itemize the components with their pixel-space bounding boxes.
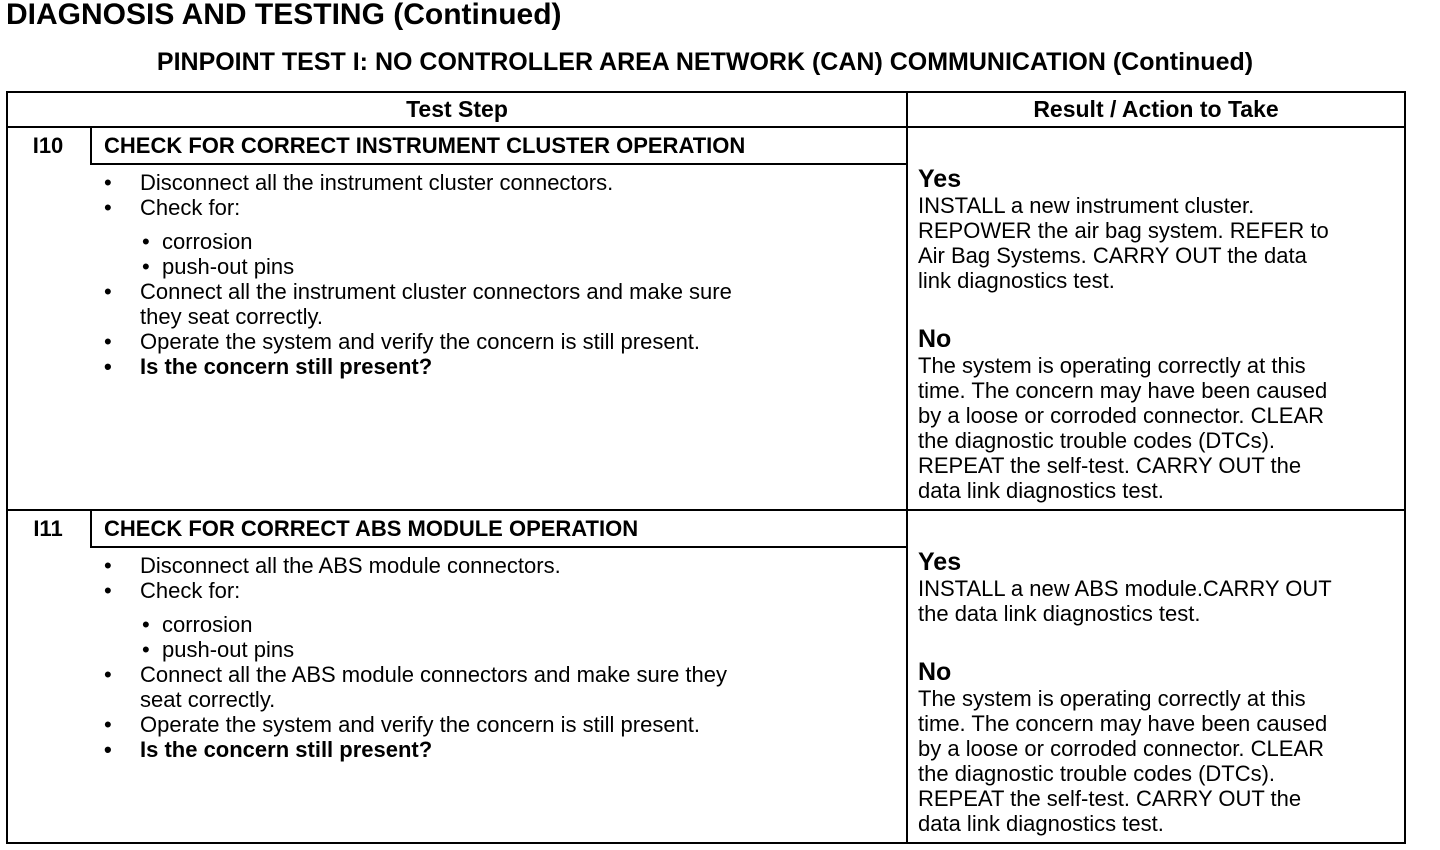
check-items xyxy=(140,229,732,279)
step-id: I10 xyxy=(32,133,64,158)
yes-label: Yes xyxy=(918,165,962,193)
yes-action: INSTALL a new ABS module.CARRY OUT the data link diagnostics test. xyxy=(918,576,1332,626)
result-action xyxy=(918,166,1404,503)
list-item: • Operate the system and verify the concern is still present. xyxy=(104,712,701,737)
no-action: The system is operating correctly at this time. The concern may have been caused by a loose or corroded connector. CLEAR the diagnostic trouble codes (DTCs). REPEAT the self-test. CARRY OUT the data link diagnostics test. xyxy=(918,686,1328,836)
header-result-action: Result / Action to Take xyxy=(1033,96,1279,122)
list-item: they seat correctly. xyxy=(140,304,323,329)
step-title: CHECK FOR CORRECT INSTRUMENT CLUSTER OPERATION xyxy=(104,133,746,158)
header-test-step: Test Step xyxy=(406,96,508,122)
list-item: • Disconnect all the instrument cluster connectors. xyxy=(104,170,614,195)
list-item: • Disconnect all the ABS module connectors. xyxy=(104,553,561,578)
list-item: • Is the concern still present? xyxy=(104,354,433,379)
yes-label: Yes xyxy=(918,548,962,576)
no-label: No xyxy=(918,325,952,353)
list-item: • push-out pins xyxy=(142,254,295,279)
divider xyxy=(90,128,92,164)
page-title: DIAGNOSIS AND TESTING (Continued) xyxy=(6,0,562,31)
list-item: • Check for: • corrosion • push-out pins xyxy=(100,195,732,279)
no-action: The system is operating correctly at this time. The concern may have been caused by a loose or corroded connector. CLEAR the diagnostic trouble codes (DTCs). REPEAT the self-test. CARRY OUT the data link diagnostics test. xyxy=(918,353,1328,503)
list-item: • corrosion xyxy=(142,229,253,254)
pinpoint-test-title: PINPOINT TEST I: NO CONTROLLER AREA NETWORK (CAN) COMMUNICATION (Continued) xyxy=(156,48,1254,76)
result-action xyxy=(918,549,1404,836)
list-item: • push-out pins xyxy=(142,637,295,662)
step-actions xyxy=(100,553,727,762)
divider xyxy=(90,546,906,548)
list-item: • Is the concern still present? xyxy=(104,737,433,762)
divider xyxy=(906,93,908,842)
list-item: seat correctly. xyxy=(140,687,276,712)
step-id: I11 xyxy=(33,516,63,541)
pinpoint-test-table xyxy=(6,91,1406,844)
no-label: No xyxy=(918,658,952,686)
step-title: CHECK FOR CORRECT ABS MODULE OPERATION xyxy=(104,516,639,541)
list-item: • corrosion xyxy=(142,612,253,637)
yes-action: INSTALL a new instrument cluster. REPOWER the air bag system. REFER to Air Bag Systems. CARRY OUT the data link diagnostics test. xyxy=(918,193,1329,293)
step-actions xyxy=(100,170,732,379)
check-items xyxy=(140,612,727,662)
list-item: • Operate the system and verify the concern is still present. xyxy=(104,329,701,354)
list-item: • Connect all the ABS module connectors and make sure they xyxy=(104,662,728,687)
divider xyxy=(90,163,906,165)
divider xyxy=(8,126,1404,128)
list-item: • Check for: • corrosion • push-out pins xyxy=(100,578,727,662)
list-item: • Connect all the instrument cluster connectors and make sure xyxy=(104,279,732,304)
divider xyxy=(8,509,1404,511)
divider xyxy=(90,511,92,547)
